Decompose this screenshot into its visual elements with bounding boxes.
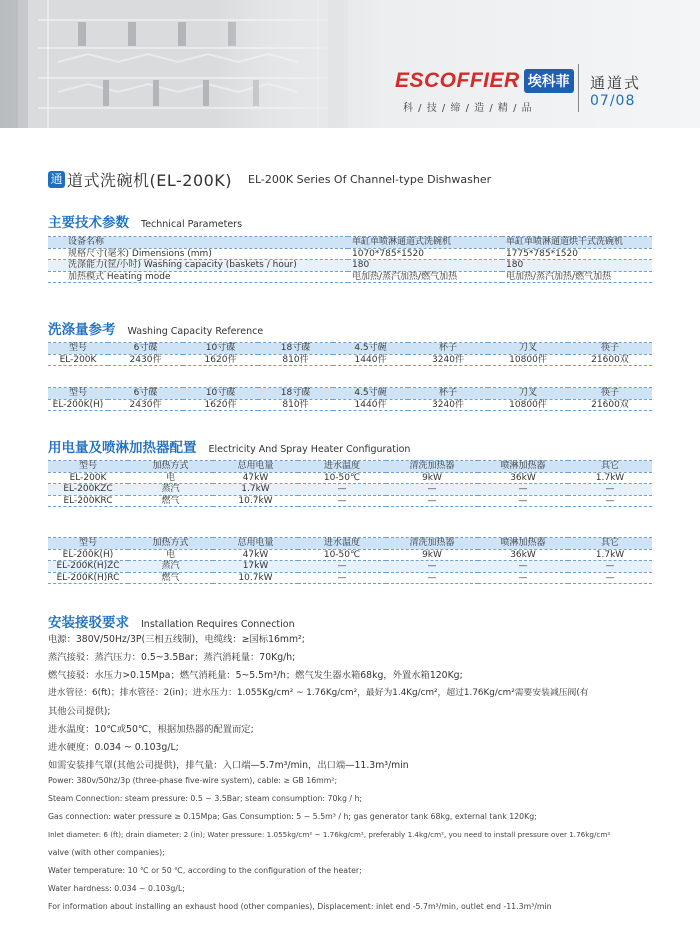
- table-row: EL-200K(H) 电 47kW 10-50℃ 9kW 36kW 1.7kW: [48, 549, 652, 561]
- install-line-cn: 进水管径：6(ft)；排水管径：2(in)；进水压力：1.055Kg/cm² ~ 1.76Kg/cm²，最好为1.4Kg/cm²，超过1.76Kg/cm²需要安装减压阀(有: [48, 688, 589, 698]
- install-line-cn: 进水温度：10℃或50℃，根据加热器的配置而定;: [48, 724, 254, 735]
- install-heading: 安装接驳要求 Installation Requires Connection: [48, 615, 295, 631]
- table-row: EL-200K(H) 2430件 1620件 810件 1440件 3240件 10800件 21600双: [48, 399, 652, 411]
- power-heading: 用电量及喷淋加热器配置 Electricity And Spray Heater Configuration: [48, 440, 411, 456]
- table-row: EL-200KRC 燃气 10.7kW — — — —: [48, 495, 652, 507]
- brand-name-en: ESCOFFIER: [395, 69, 520, 92]
- capacity-table-2: [48, 387, 652, 411]
- install-line-cn: 电源：380V/50Hz/3P(三相五线制)，电缆线：≥国标16mm²;: [48, 634, 305, 645]
- install-line-en: Water temperature: 10 ℃ or 50 ℃, according to the configuration of the heater;: [48, 866, 362, 875]
- power-table-1: [48, 460, 652, 507]
- page-header: [0, 0, 700, 128]
- table-row: EL-200K 电 47kW 10-50℃ 9kW 36kW 1.7kW: [48, 472, 652, 484]
- dishwasher-photo: [18, 0, 348, 128]
- install-line-cn: 燃气接驳：水压力>0.15Mpa；燃气消耗量：5~5.5m³/h；燃气发生器水箱68kg，外置水箱120Kg;: [48, 670, 463, 681]
- brand-name-cn: 埃科菲: [524, 69, 574, 93]
- brand-slogan: 科 / 技 / 缔 / 造 / 精 / 品: [403, 103, 533, 114]
- table-row: 加热模式 Heating mode 电加热/蒸汽加热/燃气加热 电加热/蒸汽加热/燃气加热: [48, 271, 652, 283]
- title-mark: 通: [48, 171, 65, 188]
- capacity-table-1: [48, 342, 652, 366]
- power-table-2: [48, 537, 652, 584]
- install-line-en: Power: 380v/50hz/3p (three-phase five-wire system), cable: ≥ GB 16mm²;: [48, 776, 338, 785]
- install-line-cn: 如需安装排气罩(其他公司提供)，排气量：入口端—5.7m³/min，出口端—11.3m³/min: [48, 760, 409, 771]
- install-line-en: valve (with other companies);: [48, 848, 165, 857]
- header-divider: [578, 64, 579, 112]
- title-cn: 道式洗碗机(EL-200K): [67, 171, 233, 190]
- table-row: 型号 6寸碟 10寸碟 18寸碟 4.5寸碗 杯子 刀叉 筷子: [48, 343, 652, 355]
- table-row: 洗涤能力(筐/小时) Washing capacity (baskets / hour) 180 180: [48, 260, 652, 272]
- install-line-en: Water hardness: 0.034 ~ 0.103g/L;: [48, 884, 185, 893]
- install-line-en: Steam Connection: steam pressure: 0.5 ~ 3.5Bar; steam consumption: 70kg / h;: [48, 794, 363, 803]
- install-line-cn: 其他公司提供);: [48, 706, 111, 717]
- table-row: 型号 6寸碟 10寸碟 18寸碟 4.5寸碗 杯子 刀叉 筷子: [48, 388, 652, 400]
- table-row: EL-200K(H)RC 燃气 10.7kW — — — —: [48, 572, 652, 584]
- brand-logo: [395, 67, 574, 95]
- table-row: 型号 加热方式 总用电量 进水温度 清洗加热器 喷淋加热器 其它: [48, 538, 652, 550]
- install-line-en: For information about installing an exhaust hood (other companies), Displacement: inlet end -5.7m³/min, outlet end -11.3m³/min: [48, 902, 552, 911]
- install-line-cn: 蒸汽接驳：蒸汽压力：0.5~3.5Bar；蒸汽消耗量：70Kg/h;: [48, 652, 296, 663]
- table-row: 规格尺寸(毫米) Dimensions (mm) 1070*785*1520 1775*785*1520: [48, 248, 652, 260]
- section-title: 通道式: [590, 74, 642, 92]
- install-line-cn: 进水硬度：0.034 ~ 0.103g/L;: [48, 742, 179, 753]
- table-row: 设备名称 单缸单喷淋通道式洗碗机 单缸单喷淋通道烘干式洗碗机: [48, 237, 652, 249]
- table-row: EL-200KZC 蒸汽 1.7kW — — — —: [48, 484, 652, 496]
- page-number: 07/08: [590, 93, 636, 109]
- title-en: EL-200K Series Of Channel-type Dishwasher: [248, 173, 492, 186]
- table-row: 型号 加热方式 总用电量 进水温度 清洗加热器 喷淋加热器 其它: [48, 461, 652, 473]
- product-title: [48, 168, 491, 191]
- table-row: EL-200K(H)ZC 蒸汽 17kW — — — —: [48, 561, 652, 573]
- install-line-en: Inlet diameter: 6 (ft); drain diameter: 2 (in); Water pressure: 1.055kg/cm² ~ 1.76kg/cm², preferably 1.4kg/cm², you need to install pressure over 1.76kg/cm²: [48, 830, 611, 839]
- capacity-heading: 洗涤量参考 Washing Capacity Reference: [48, 322, 264, 338]
- table-row: EL-200K 2430件 1620件 810件 1440件 3240件 10800件 21600双: [48, 354, 652, 366]
- tech-heading: 主要技术参数 Technical Parameters: [48, 215, 243, 231]
- install-line-en: Gas connection: water pressure ≥ 0.15Mpa; Gas Consumption: 5 ~ 5.5m³ / h; gas generator tank 68kg, external tank 120Kg;: [48, 812, 537, 821]
- tech-table: [48, 236, 652, 283]
